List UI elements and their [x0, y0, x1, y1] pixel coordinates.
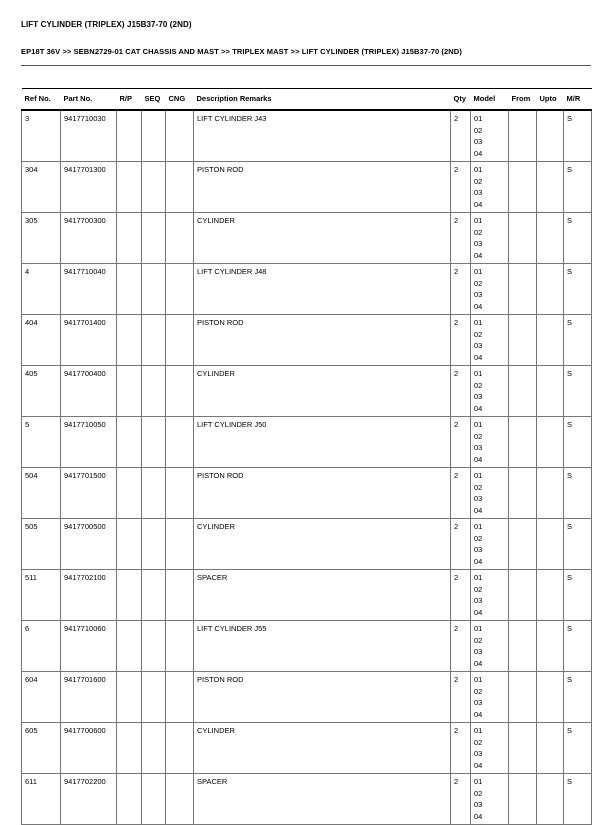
- ref-no-cell: 604: [22, 672, 61, 723]
- mr-cell: S: [564, 264, 592, 315]
- model-line: 01: [474, 369, 483, 378]
- rp-cell: [117, 519, 142, 570]
- parts-table: [21, 88, 592, 825]
- model-line: 03: [474, 698, 483, 707]
- ref-no-cell: 305: [22, 213, 61, 264]
- upto-cell: [537, 774, 564, 825]
- table-row: [22, 723, 592, 774]
- col-header-description: Description Remarks: [194, 89, 451, 111]
- upto-cell: [537, 264, 564, 315]
- model-line: 01: [474, 267, 483, 276]
- model-cell: [471, 417, 509, 468]
- model-line: 04: [474, 301, 483, 311]
- from-cell: [509, 774, 537, 825]
- model-line: 04: [474, 148, 483, 158]
- ref-no-cell: 405: [22, 366, 61, 417]
- ref-no-cell: 304: [22, 162, 61, 213]
- part-no-cell: 9417701400: [61, 315, 117, 366]
- model-cell: [471, 162, 509, 213]
- from-cell: [509, 110, 537, 162]
- page-title: LIFT CYLINDER (TRIPLEX) J15B37-70 (2ND): [21, 20, 192, 29]
- upto-cell: [537, 468, 564, 519]
- ref-no-cell: 5: [22, 417, 61, 468]
- from-cell: [509, 264, 537, 315]
- from-cell: [509, 162, 537, 213]
- cng-cell: [166, 621, 194, 672]
- part-no-cell: 9417710040: [61, 264, 117, 315]
- model-line: 03: [474, 392, 483, 401]
- model-cell: [471, 570, 509, 621]
- from-cell: [509, 519, 537, 570]
- table-row: [22, 110, 592, 162]
- col-header-ref-no: Ref No.: [22, 89, 61, 111]
- part-no-cell: 9417710030: [61, 110, 117, 162]
- model-line: 03: [474, 137, 483, 146]
- rp-cell: [117, 366, 142, 417]
- model-line: 03: [474, 545, 483, 554]
- model-line: 04: [474, 811, 483, 821]
- part-no-cell: 9417700500: [61, 519, 117, 570]
- col-header-mr: M/R: [564, 89, 592, 111]
- rp-cell: [117, 723, 142, 774]
- qty-cell: 2: [451, 774, 471, 825]
- col-header-rp: R/P: [117, 89, 142, 111]
- mr-cell: S: [564, 519, 592, 570]
- upto-cell: [537, 366, 564, 417]
- upto-cell: [537, 519, 564, 570]
- seq-cell: [142, 264, 166, 315]
- model-cell: [471, 519, 509, 570]
- table-row: [22, 621, 592, 672]
- col-header-upto: Upto: [537, 89, 564, 111]
- model-line: 04: [474, 709, 483, 719]
- description-cell: CYLINDER: [194, 213, 451, 264]
- model-line: 03: [474, 596, 483, 605]
- rp-cell: [117, 468, 142, 519]
- rp-cell: [117, 417, 142, 468]
- cng-cell: [166, 570, 194, 621]
- col-header-from: From: [509, 89, 537, 111]
- mr-cell: S: [564, 723, 592, 774]
- cng-cell: [166, 417, 194, 468]
- qty-cell: 2: [451, 723, 471, 774]
- table-row: [22, 519, 592, 570]
- part-no-cell: 9417701300: [61, 162, 117, 213]
- model-line: 04: [474, 199, 483, 209]
- description-cell: LIFT CYLINDER J50: [194, 417, 451, 468]
- description-cell: PISTON ROD: [194, 315, 451, 366]
- model-line: 01: [474, 522, 483, 531]
- ref-no-cell: 3: [22, 110, 61, 162]
- col-header-cng: CNG: [166, 89, 194, 111]
- model-cell: [471, 110, 509, 162]
- rp-cell: [117, 774, 142, 825]
- description-cell: SPACER: [194, 774, 451, 825]
- model-cell: [471, 468, 509, 519]
- model-line: 01: [474, 216, 483, 225]
- seq-cell: [142, 621, 166, 672]
- description-cell: LIFT CYLINDER J43: [194, 110, 451, 162]
- description-cell: PISTON ROD: [194, 672, 451, 723]
- model-line: 02: [474, 788, 483, 798]
- qty-cell: 2: [451, 162, 471, 213]
- model-line: 03: [474, 290, 483, 299]
- model-line: 02: [474, 278, 483, 288]
- mr-cell: S: [564, 366, 592, 417]
- from-cell: [509, 315, 537, 366]
- from-cell: [509, 468, 537, 519]
- model-line: 04: [474, 556, 483, 566]
- description-cell: LIFT CYLINDER J55: [194, 621, 451, 672]
- from-cell: [509, 723, 537, 774]
- seq-cell: [142, 417, 166, 468]
- model-line: 04: [474, 505, 483, 515]
- model-cell: [471, 621, 509, 672]
- mr-cell: S: [564, 315, 592, 366]
- seq-cell: [142, 162, 166, 213]
- table-row: [22, 366, 592, 417]
- description-cell: CYLINDER: [194, 519, 451, 570]
- from-cell: [509, 366, 537, 417]
- model-line: 01: [474, 165, 483, 174]
- upto-cell: [537, 315, 564, 366]
- part-no-cell: 9417710060: [61, 621, 117, 672]
- seq-cell: [142, 315, 166, 366]
- mr-cell: S: [564, 672, 592, 723]
- mr-cell: S: [564, 468, 592, 519]
- mr-cell: S: [564, 417, 592, 468]
- ref-no-cell: 605: [22, 723, 61, 774]
- rp-cell: [117, 162, 142, 213]
- cng-cell: [166, 162, 194, 213]
- rp-cell: [117, 264, 142, 315]
- upto-cell: [537, 672, 564, 723]
- col-header-qty: Qty: [451, 89, 471, 111]
- ref-no-cell: 404: [22, 315, 61, 366]
- from-cell: [509, 213, 537, 264]
- qty-cell: 2: [451, 264, 471, 315]
- upto-cell: [537, 723, 564, 774]
- model-line: 04: [474, 658, 483, 668]
- model-line: 01: [474, 726, 483, 735]
- ref-no-cell: 504: [22, 468, 61, 519]
- model-cell: [471, 723, 509, 774]
- part-no-cell: 9417702200: [61, 774, 117, 825]
- table-row: [22, 672, 592, 723]
- upto-cell: [537, 110, 564, 162]
- mr-cell: S: [564, 621, 592, 672]
- table-row: [22, 213, 592, 264]
- model-line: 02: [474, 176, 483, 186]
- qty-cell: 2: [451, 366, 471, 417]
- model-cell: [471, 366, 509, 417]
- from-cell: [509, 672, 537, 723]
- part-no-cell: 9417700400: [61, 366, 117, 417]
- upto-cell: [537, 213, 564, 264]
- rp-cell: [117, 110, 142, 162]
- model-line: 02: [474, 380, 483, 390]
- mr-cell: S: [564, 774, 592, 825]
- cng-cell: [166, 213, 194, 264]
- model-line: 02: [474, 635, 483, 645]
- table-row: [22, 162, 592, 213]
- seq-cell: [142, 672, 166, 723]
- qty-cell: 2: [451, 110, 471, 162]
- part-no-cell: 9417701500: [61, 468, 117, 519]
- ref-no-cell: 4: [22, 264, 61, 315]
- rp-cell: [117, 213, 142, 264]
- from-cell: [509, 621, 537, 672]
- seq-cell: [142, 570, 166, 621]
- upto-cell: [537, 162, 564, 213]
- upto-cell: [537, 621, 564, 672]
- upto-cell: [537, 417, 564, 468]
- part-no-cell: 9417710050: [61, 417, 117, 468]
- model-line: 02: [474, 329, 483, 339]
- mr-cell: S: [564, 570, 592, 621]
- part-no-cell: 9417700300: [61, 213, 117, 264]
- model-cell: [471, 213, 509, 264]
- cng-cell: [166, 723, 194, 774]
- model-line: 03: [474, 800, 483, 809]
- model-line: 03: [474, 749, 483, 758]
- model-line: 01: [474, 777, 483, 786]
- model-line: 02: [474, 431, 483, 441]
- model-line: 02: [474, 737, 483, 747]
- qty-cell: 2: [451, 417, 471, 468]
- model-line: 03: [474, 239, 483, 248]
- model-cell: [471, 672, 509, 723]
- description-cell: CYLINDER: [194, 723, 451, 774]
- model-line: 04: [474, 607, 483, 617]
- table-row: [22, 417, 592, 468]
- part-no-cell: 9417700600: [61, 723, 117, 774]
- model-line: 03: [474, 494, 483, 503]
- table-row: [22, 774, 592, 825]
- model-line: 01: [474, 318, 483, 327]
- model-line: 01: [474, 675, 483, 684]
- qty-cell: 2: [451, 621, 471, 672]
- cng-cell: [166, 366, 194, 417]
- header-divider: [21, 65, 591, 66]
- seq-cell: [142, 519, 166, 570]
- cng-cell: [166, 315, 194, 366]
- seq-cell: [142, 723, 166, 774]
- seq-cell: [142, 468, 166, 519]
- model-line: 03: [474, 443, 483, 452]
- upto-cell: [537, 570, 564, 621]
- mr-cell: S: [564, 110, 592, 162]
- model-line: 04: [474, 760, 483, 770]
- model-cell: [471, 315, 509, 366]
- model-line: 03: [474, 188, 483, 197]
- description-cell: PISTON ROD: [194, 162, 451, 213]
- col-header-seq: SEQ: [142, 89, 166, 111]
- from-cell: [509, 570, 537, 621]
- col-header-part-no: Part No.: [61, 89, 117, 111]
- description-cell: CYLINDER: [194, 366, 451, 417]
- model-line: 01: [474, 420, 483, 429]
- qty-cell: 2: [451, 213, 471, 264]
- ref-no-cell: 505: [22, 519, 61, 570]
- model-line: 01: [474, 114, 483, 123]
- seq-cell: [142, 774, 166, 825]
- part-no-cell: 9417702100: [61, 570, 117, 621]
- cng-cell: [166, 672, 194, 723]
- qty-cell: 2: [451, 315, 471, 366]
- table-row: [22, 570, 592, 621]
- col-header-model: Model: [471, 89, 509, 111]
- model-line: 04: [474, 403, 483, 413]
- seq-cell: [142, 213, 166, 264]
- model-line: 02: [474, 482, 483, 492]
- table-row: [22, 315, 592, 366]
- rp-cell: [117, 315, 142, 366]
- cng-cell: [166, 468, 194, 519]
- model-line: 01: [474, 573, 483, 582]
- seq-cell: [142, 366, 166, 417]
- cng-cell: [166, 264, 194, 315]
- rp-cell: [117, 621, 142, 672]
- model-cell: [471, 774, 509, 825]
- model-line: 02: [474, 125, 483, 135]
- description-cell: LIFT CYLINDER J48: [194, 264, 451, 315]
- model-line: 02: [474, 686, 483, 696]
- cng-cell: [166, 774, 194, 825]
- breadcrumb: EP18T 36V >> SEBN2729-01 CAT CHASSIS AND MAST >> TRIPLEX MAST >> LIFT CYLINDER (TRIPLEX) J15B37-70 (2ND): [21, 47, 462, 56]
- model-line: 04: [474, 454, 483, 464]
- from-cell: [509, 417, 537, 468]
- part-no-cell: 9417701600: [61, 672, 117, 723]
- model-line: 02: [474, 533, 483, 543]
- qty-cell: 2: [451, 672, 471, 723]
- model-line: 02: [474, 584, 483, 594]
- rp-cell: [117, 672, 142, 723]
- model-line: 03: [474, 341, 483, 350]
- cng-cell: [166, 519, 194, 570]
- qty-cell: 2: [451, 570, 471, 621]
- model-line: 04: [474, 250, 483, 260]
- model-line: 04: [474, 352, 483, 362]
- qty-cell: 2: [451, 468, 471, 519]
- mr-cell: S: [564, 213, 592, 264]
- model-line: 03: [474, 647, 483, 656]
- model-line: 02: [474, 227, 483, 237]
- model-line: 01: [474, 471, 483, 480]
- model-cell: [471, 264, 509, 315]
- table-header-row: [22, 89, 592, 111]
- mr-cell: S: [564, 162, 592, 213]
- ref-no-cell: 6: [22, 621, 61, 672]
- table-row: [22, 264, 592, 315]
- seq-cell: [142, 110, 166, 162]
- description-cell: PISTON ROD: [194, 468, 451, 519]
- cng-cell: [166, 110, 194, 162]
- description-cell: SPACER: [194, 570, 451, 621]
- rp-cell: [117, 570, 142, 621]
- model-line: 01: [474, 624, 483, 633]
- ref-no-cell: 611: [22, 774, 61, 825]
- table-row: [22, 468, 592, 519]
- ref-no-cell: 511: [22, 570, 61, 621]
- qty-cell: 2: [451, 519, 471, 570]
